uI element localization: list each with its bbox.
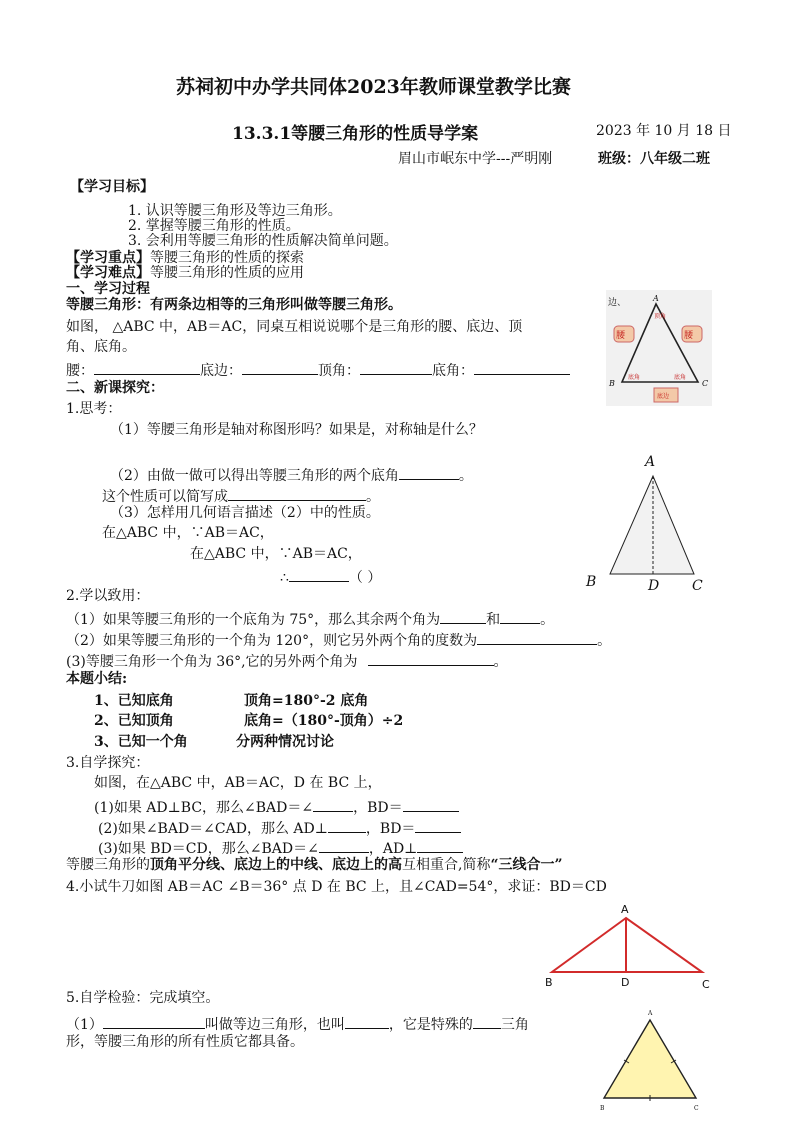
fig1-base-angle-left: 底角 bbox=[628, 374, 641, 381]
summary-heading: 本题小结: bbox=[66, 671, 128, 687]
section-heading: 二、新课探究： bbox=[66, 380, 164, 396]
fig1-label-a: A bbox=[653, 294, 659, 303]
summary-rule-3-note: 分两种情况讨论 bbox=[236, 734, 334, 750]
question-3: （3）怎样用几何语言描述（2）中的性质。 bbox=[110, 505, 380, 521]
labeled-triangle-figure bbox=[606, 290, 712, 406]
question-2: （2）由做一做可以得出等腰三角形的两个底角 。 bbox=[110, 465, 473, 484]
self-study-1: (1)如果 AD⊥BC，那么∠BAD＝∠ ，BD＝ bbox=[94, 797, 459, 816]
fig4-label-a: A bbox=[648, 1010, 653, 1017]
page-title: 苏祠初中办学共同体2023年教师课堂教学比赛 bbox=[176, 76, 571, 98]
exercise-4: 4.小试牛刀如图 AB＝AC ∠B＝36° 点 D 在 BC 上，且∠CAD=54°，求证：BD＝CD bbox=[66, 879, 607, 895]
question-text: 角、底角。 bbox=[66, 339, 136, 355]
triangle bbox=[610, 476, 694, 574]
practice-3: (3)等腰三角形一个角为 36°,它的另外两个角为 。 bbox=[66, 651, 508, 670]
exercise-5-heading: 5.自学检验：完成填空。 bbox=[66, 990, 220, 1006]
triangle bbox=[604, 1020, 696, 1098]
exercise-5-line-2: 形，等腰三角形的所有性质它都具备。 bbox=[66, 1034, 304, 1050]
goal-item: 2. 掌握等腰三角形的性质。 bbox=[128, 218, 300, 234]
practice-1: （1）如果等腰三角形的一个底角为 75°，那么其余两个角为 和 。 bbox=[66, 609, 554, 628]
summary-rule-1-formula: 顶角=180°-2 底角 bbox=[244, 693, 369, 709]
key-point: 【学习重点】等腰三角形的性质的探索 bbox=[66, 250, 304, 266]
fig4-label-b: B bbox=[600, 1105, 605, 1112]
practice-heading: 2.学以致用： bbox=[66, 588, 150, 604]
fig3-label-d: D bbox=[621, 976, 630, 989]
geometry-statement: 在△ABC 中，∵AB＝AC， bbox=[102, 525, 274, 541]
fig3-label-b: B bbox=[545, 976, 553, 989]
definition: 等腰三角形：有两条边相等的三角形叫做等腰三角形。 bbox=[66, 297, 402, 313]
fig3-label-a: A bbox=[621, 903, 629, 916]
summary-rule-3: 3、已知一个角 bbox=[94, 734, 188, 750]
fig2-label-d: D bbox=[648, 578, 660, 594]
fig1-base-angle-right: 底角 bbox=[674, 374, 687, 381]
fig2-label-b: B bbox=[586, 574, 597, 590]
self-study-heading: 3.自学探究： bbox=[66, 755, 150, 771]
fig1-base: 底边 bbox=[657, 393, 670, 400]
geometry-statement: 在△ABC 中，∵AB＝AC， bbox=[190, 546, 362, 562]
summary-rule-1: 1、已知底角 bbox=[94, 693, 174, 709]
fig1-vertex-angle: 顶角 bbox=[654, 313, 667, 320]
goal-item: 1. 认识等腰三角形及等边三角形。 bbox=[128, 203, 342, 219]
fill-line-parts: 腰： 底边： 顶角： 底角： bbox=[66, 360, 570, 379]
goals-heading: 【学习目标】 bbox=[70, 179, 154, 195]
fig3-label-c: C bbox=[702, 978, 710, 991]
summary-rule-2: 2、已知顶角 bbox=[94, 713, 174, 729]
goal-item: 3. 会利用等腰三角形的性质解决简单问题。 bbox=[128, 233, 398, 249]
page-subtitle: 13.3.1等腰三角形的性质导学案 bbox=[232, 124, 479, 144]
red-triangle-figure bbox=[542, 900, 718, 992]
altitude-triangle-figure bbox=[582, 452, 708, 594]
practice-2: （2）如果等腰三角形的一个角为 120°，则它另外两个角的度数为 。 bbox=[66, 630, 611, 649]
fig1-yao-left: 腰 bbox=[616, 331, 626, 341]
self-study-3: (3)如果 BD＝CD，那么∠BAD＝∠ ，AD⊥ bbox=[98, 838, 463, 857]
fig2-label-c: C bbox=[692, 578, 703, 594]
self-study-intro: 如图，在△ABC 中，AB＝AC，D 在 BC 上， bbox=[94, 775, 382, 791]
date: 2023 年 10 月 18 日 bbox=[596, 123, 732, 139]
difficult-point: 【学习难点】等腰三角形的性质的应用 bbox=[66, 265, 304, 281]
fig1-label-b: B bbox=[609, 379, 615, 388]
three-lines-conclusion: 等腰三角形的顶角平分线、底边上的中线、底边上的高互相重合,简称“三线合一” bbox=[66, 857, 563, 873]
think-heading: 1.思考： bbox=[66, 401, 122, 417]
class-label: 班级：八年级二班 bbox=[598, 151, 710, 167]
equilateral-triangle-figure bbox=[592, 1006, 712, 1118]
fig1-edge-text: 边、 bbox=[608, 298, 627, 308]
question-text: 如图， △ABC 中，AB＝AC，同桌互相说说哪个是三角形的腰、底边、顶 bbox=[66, 319, 523, 335]
exercise-5-line-1: （1） 叫做等边三角形，也叫 ，它是特殊的 三角 bbox=[66, 1014, 529, 1033]
self-study-2: (2)如果∠BAD＝∠CAD，那么 AD⊥ ，BD＝ bbox=[98, 818, 461, 837]
summary-rule-2-formula: 底角=（180°-顶角）÷2 bbox=[244, 713, 404, 729]
author: 眉山市岷东中学---严明刚 bbox=[398, 151, 553, 167]
fig4-label-c: C bbox=[694, 1105, 699, 1112]
fig1-yao-right: 腰 bbox=[684, 331, 694, 341]
question-2b: 这个性质可以简写成 。 bbox=[102, 486, 380, 505]
question-1: （1）等腰三角形是轴对称图形吗？如果是，对称轴是什么？ bbox=[110, 422, 483, 438]
geometry-conclusion: ∴ （ ） bbox=[280, 567, 381, 586]
fig1-label-c: C bbox=[702, 379, 709, 388]
section-heading: 一、学习过程 bbox=[66, 281, 150, 297]
fig2-label-a: A bbox=[645, 454, 656, 470]
